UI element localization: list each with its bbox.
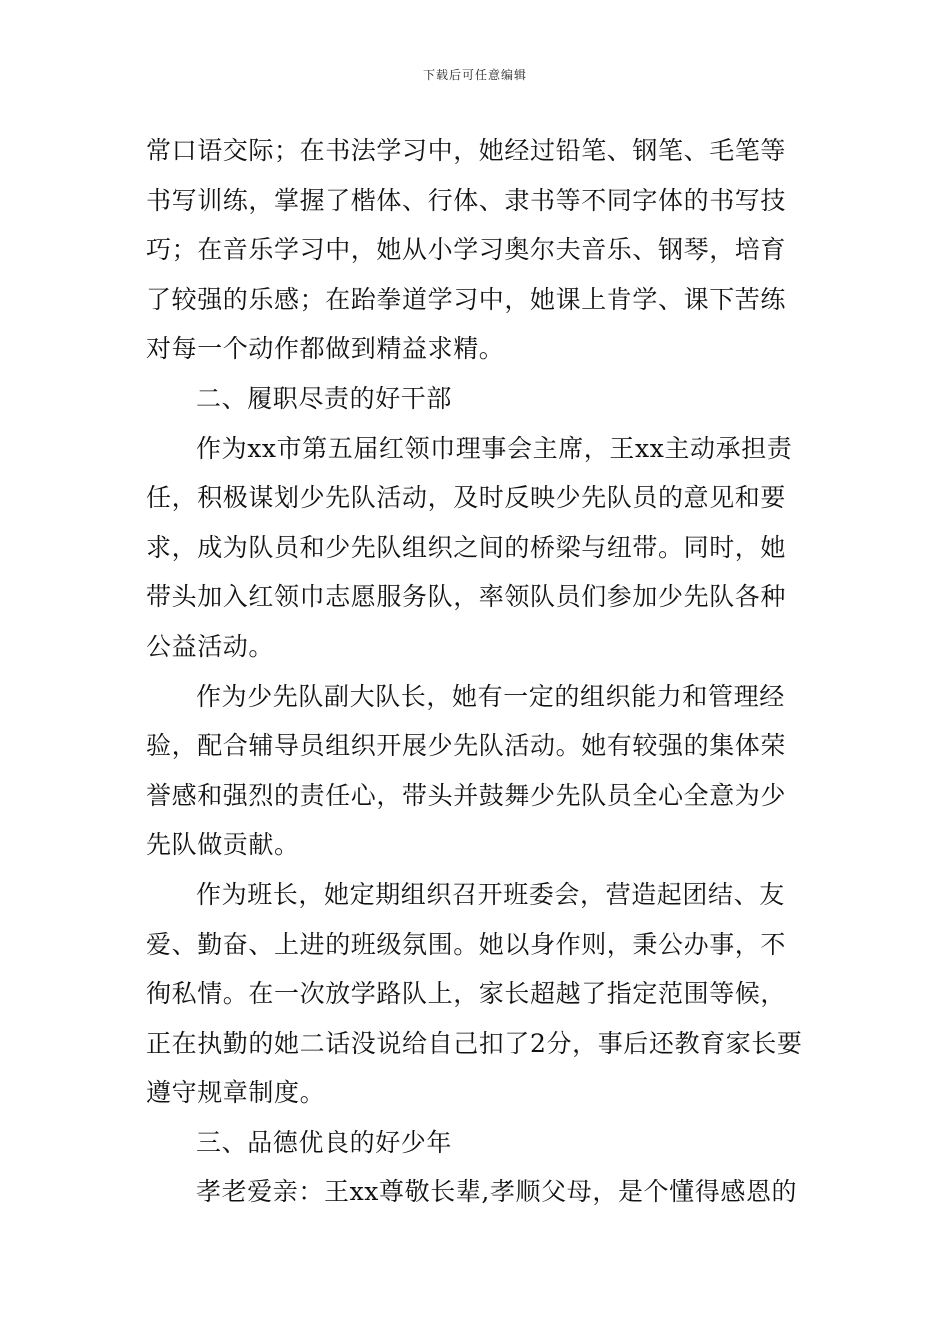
- text-line: 了较强的乐感；在跆拳道学习中，她课上肯学、课下苦练: [146, 284, 787, 314]
- paragraph-start-line: 作为班长，她定期组织召开班委会，营造起团结、友: [196, 879, 785, 909]
- paragraph-start-line: 二、履职尽责的好干部: [196, 383, 453, 413]
- text-line: 书写训练，掌握了楷体、行体、隶书等不同字体的书写技: [146, 185, 787, 215]
- page-header-note: 下载后可任意编辑: [422, 68, 527, 82]
- paragraph-start-line: 孝老爱亲：王xx尊敬长辈,孝顺父母，是个懂得感恩的: [196, 1177, 798, 1207]
- paragraph-start-line: 作为少先队副大队长，她有一定的组织能力和管理经: [196, 681, 785, 711]
- text-line: 先队做贡献。: [146, 830, 300, 860]
- text-line: 求，成为队员和少先队组织之间的桥梁与纽带。同时，她: [146, 532, 787, 562]
- text-line: 带头加入红领巾志愿服务队，率领队员们参加少先队各种: [146, 582, 787, 612]
- text-line: 巧；在音乐学习中，她从小学习奥尔夫音乐、钢琴，培育: [146, 235, 787, 265]
- paragraph-start-line: 三、品德优良的好少年: [196, 1127, 453, 1157]
- text-line: 徇私情。在一次放学路队上，家长超越了指定范围等候，: [146, 979, 787, 1009]
- text-line: 公益活动。: [146, 631, 275, 661]
- text-line: 遵守规章制度。: [146, 1078, 326, 1108]
- text-line: 正在执勤的她二话没说给自己扣了2分，事后还教育家长要: [146, 1028, 803, 1058]
- text-line: 对每一个动作都做到精益求精。: [146, 334, 505, 364]
- document-body: [146, 126, 810, 1217]
- text-line: 任，积极谋划少先队活动，及时反映少先队员的意见和要: [146, 483, 787, 513]
- text-line: 爱、勤奋、上进的班级氛围。她以身作则，秉公办事，不: [146, 929, 787, 959]
- text-line: 验，配合辅导员组织开展少先队活动。她有较强的集体荣: [146, 731, 787, 761]
- text-line: 常口语交际；在书法学习中，她经过铅笔、钢笔、毛笔等: [146, 136, 787, 165]
- paragraph-start-line: 作为xx市第五届红领巾理事会主席，王xx主动承担责: [196, 433, 793, 463]
- text-line: 誉感和强烈的责任心，带头并鼓舞少先队员全心全意为少: [146, 780, 787, 810]
